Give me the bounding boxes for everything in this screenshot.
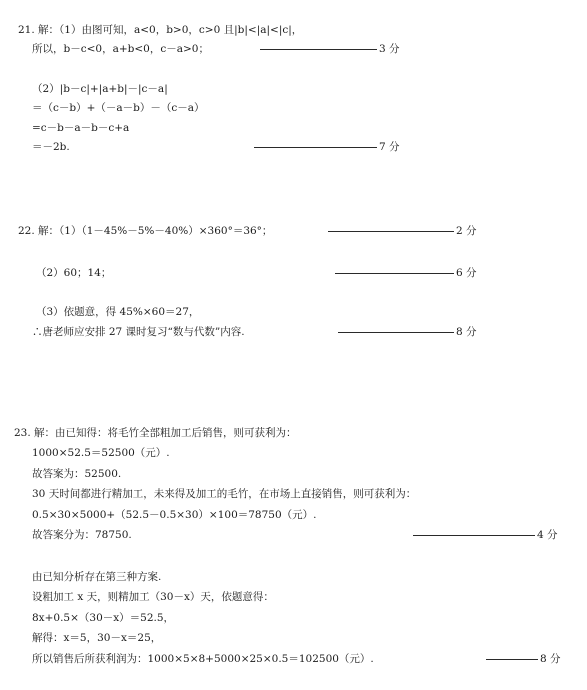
- q23-score-2: 8 分: [540, 653, 561, 665]
- q23-line-6: 故答案分为：78750.: [32, 529, 132, 541]
- q21-line-2: 所以，b－c<0，a+b<0，c－a>0；: [32, 43, 209, 55]
- q22-score-marker-1: [328, 225, 477, 238]
- q23-line-10: 解得：x＝5，30－x＝25，: [32, 632, 162, 644]
- q21-line-4: ＝（c－b）+（－a－b）－（c－a）: [32, 102, 205, 114]
- q22-score-3: 8 分: [456, 326, 477, 338]
- q23-score-marker-1: [413, 529, 558, 542]
- q22-line-3: （3）依题意，得 45%×60＝27，: [36, 306, 200, 318]
- q23-line-9: 8x+0.5×（30－x）＝52.5，: [32, 612, 175, 624]
- score-dash: [413, 535, 535, 536]
- score-dash: [486, 659, 538, 660]
- q21-line-6: ＝－2b.: [32, 141, 70, 153]
- score-dash: [335, 273, 454, 274]
- q23-line-11: 所以销售后所获利润为：1000×5×8+5000×25×0.5＝102500（元）.: [32, 653, 374, 665]
- q23-line-4: 30 天时间都进行精加工，未来得及加工的毛竹，在市场上直接销售，则可获利为：: [32, 488, 417, 500]
- q23-line-8: 设粗加工 x 天，则精加工（30－x）天，依题意得：: [32, 591, 274, 603]
- q23-line-2: 1000×52.5＝52500（元）.: [32, 447, 170, 459]
- q21-score-marker-2: [254, 141, 400, 154]
- q22-line-1: 22. 解：（1）（1－45%－5%－40%）×360°＝36°；: [18, 225, 273, 237]
- q23-score-1: 4 分: [537, 529, 558, 541]
- q22-score-2: 6 分: [456, 267, 477, 279]
- q21-line-5: =c－b－a－b－c+a: [32, 122, 130, 134]
- q21-line-3: （2）|b－c|+|a+b|－|c－a|: [32, 83, 168, 95]
- q21-score-1: 3 分: [379, 43, 400, 55]
- q22-line-2: （2）60；14；: [36, 267, 112, 279]
- q23-line-7: 由已知分析存在第三种方案.: [32, 571, 162, 583]
- q23-line-3: 故答案为：52500.: [32, 468, 122, 480]
- score-dash: [260, 49, 377, 50]
- score-dash: [338, 332, 454, 333]
- q22-score-marker-2: [335, 267, 477, 280]
- q23-line-5: 0.5×30×5000+（52.5－0.5×30）×100＝78750（元）.: [32, 509, 317, 521]
- q21-score-2: 7 分: [379, 141, 400, 153]
- q21-score-marker-1: [260, 43, 400, 56]
- score-dash: [254, 147, 377, 148]
- q22-score-marker-3: [338, 326, 477, 339]
- q21-line-1: 21. 解：（1）由图可知，a<0，b>0，c>0 且|b|<|a|<|c|，: [18, 24, 303, 36]
- q22-line-4: ∴唐老师应安排 27 课时复习“数与代数”内容.: [32, 326, 245, 338]
- q23-score-marker-2: [486, 653, 561, 666]
- q23-line-1: 23. 解：由已知得：将毛竹全部粗加工后销售，则可获利为：: [14, 427, 297, 439]
- q22-score-1: 2 分: [456, 225, 477, 237]
- score-dash: [328, 231, 454, 232]
